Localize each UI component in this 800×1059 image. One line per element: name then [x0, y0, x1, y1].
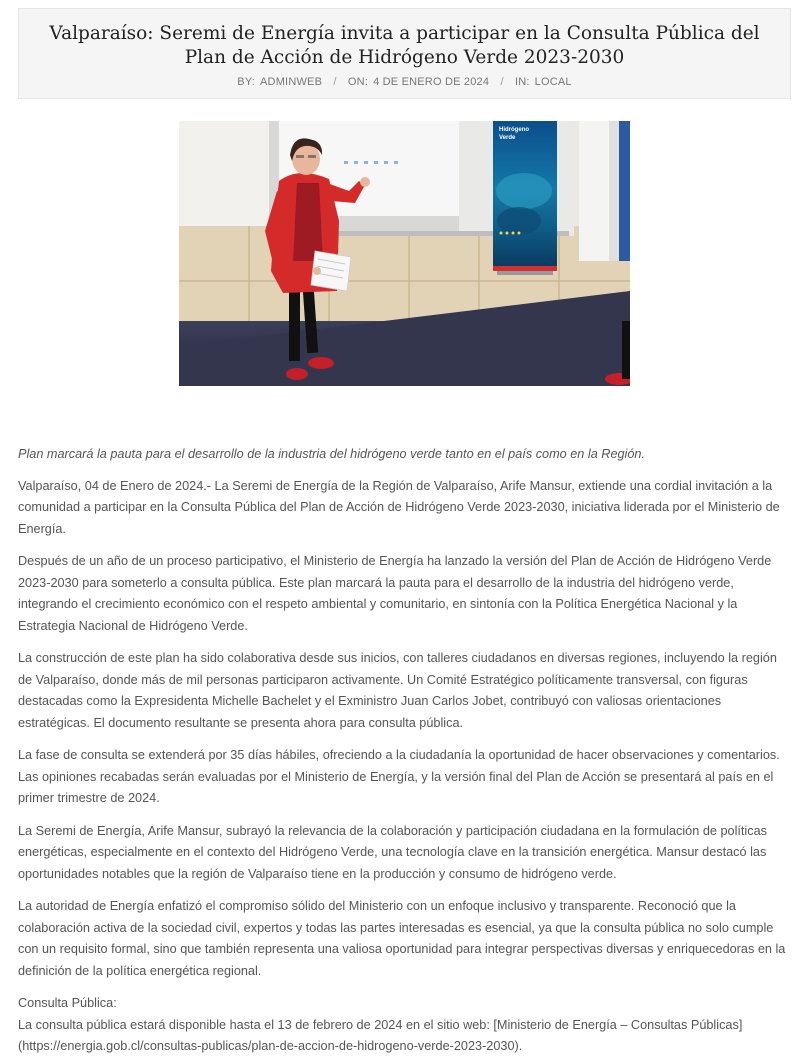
post-paragraph: La construcción de este plan ha sido colaborativa desde sus inicios, con talleres ciudadanos en diversas regiones, incluyendo la región de Valparaíso, donde más de mil personas participaron activamente. Un Comité Estratégico políticamente transversal, con figuras destacadas como la Expresidenta Michelle Bachelet y el Exministro Juan Carlos Jobet, contribuyó con valiosas orientaciones estratégicas. El documento resultante se presenta ahora para consulta pública. — [18, 651, 777, 730]
meta-separator: / — [500, 76, 504, 88]
post-paragraph: La fase de consulta se extenderá por 35 días hábiles, ofreciendo a la ciudadanía la oportunidad de hacer observaciones y comentarios. Las opiniones recabadas serán evaluadas por el Ministerio de Energía, y la versión final del Plan de Acción se presentará al país en el primer trimestre de 2024. — [18, 748, 780, 805]
consulta-heading: Consulta Pública: — [18, 996, 117, 1010]
meta-date-link[interactable]: 4 DE ENERO DE 2024 — [373, 76, 490, 88]
consulta-block — [18, 993, 793, 1058]
post-paragraph: La Seremi de Energía, Arife Mansur, subrayó la relevancia de la colaboración y participación ciudadana en la formulación de políticas energéticas, especialmente en el contexto del Hidrógeno Verde, una tecnología clave en la transición energética. Mansur destacó las oportunidades notables que la región de Valparaíso tiene en la producción y consumo de hidrógeno verde. — [18, 823, 767, 881]
featured-image — [179, 121, 630, 386]
meta-on-label: ON: — [347, 76, 369, 88]
post-meta — [19, 76, 790, 88]
meta-by-label: BY: — [237, 76, 256, 88]
meta-in-label: IN: — [514, 76, 530, 88]
meta-category-link[interactable]: LOCAL — [534, 76, 572, 88]
post-content — [18, 444, 793, 1058]
meta-separator: / — [333, 76, 337, 88]
banner-text-line1: Hidrógeno — [499, 127, 529, 133]
post-paragraph: La autoridad de Energía enfatizó el compromiso sólido del Ministerio con un enfoque inclusivo y transparente. Reconoció que la colaboración activa de la sociedad civil, expertos y todas las partes interesadas es esencial, ya que la consulta pública no solo cumple con un requisito formal, sino que también representa una valiosa oportunidad para integrar perspectivas diversas y enriquecedoras en la definición de la política energética regional. — [18, 899, 786, 978]
post-title: Valparaíso: Seremi de Energía invita a participar en la Consulta Pública del Plan de Acción de Hidrógeno Verde 2023-2030 — [49, 23, 760, 68]
post-lead: Plan marcará la pauta para el desarrollo de la industria del hidrógeno verde tanto en el país como en la Región. — [18, 447, 646, 461]
banner-text-line2: Verde — [499, 135, 516, 141]
post-paragraph: Valparaíso, 04 de Enero de 2024.- La Seremi de Energía de la Región de Valparaíso, Arife Mansur, extiende una cordial invitación a la comunidad a participar en la Consulta Pública del Plan de Acción de Hidrógeno Verde 2023-2030, iniciativa liderada por el Ministerio de Energía. — [18, 478, 780, 536]
consulta-text: La consulta pública estará disponible hasta el 13 de febrero de 2024 en el sitio web: [Ministerio de Energía – Consultas Públicas](https://energia.gob.cl/consultas-publicas/plan-de-accion-de-hidrogeno-verde-2023-2030). — [18, 1017, 743, 1053]
post-paragraph: Después de un año de un proceso participativo, el Ministerio de Energía ha lanzado la versión del Plan de Acción de Hidrógeno Verde 2023-2030 para someterlo a consulta pública. Este plan marcará la pauta para el desarrollo de la industria del hidrógeno verde, integrando el crecimiento económico con el respeto ambiental y comunitario, en sintonía con la Política Energética Nacional y la Estrategia Nacional de Hidrógeno Verde. — [18, 554, 772, 633]
post-header — [18, 8, 791, 99]
meta-author-link[interactable]: ADMINWEB — [260, 76, 323, 88]
